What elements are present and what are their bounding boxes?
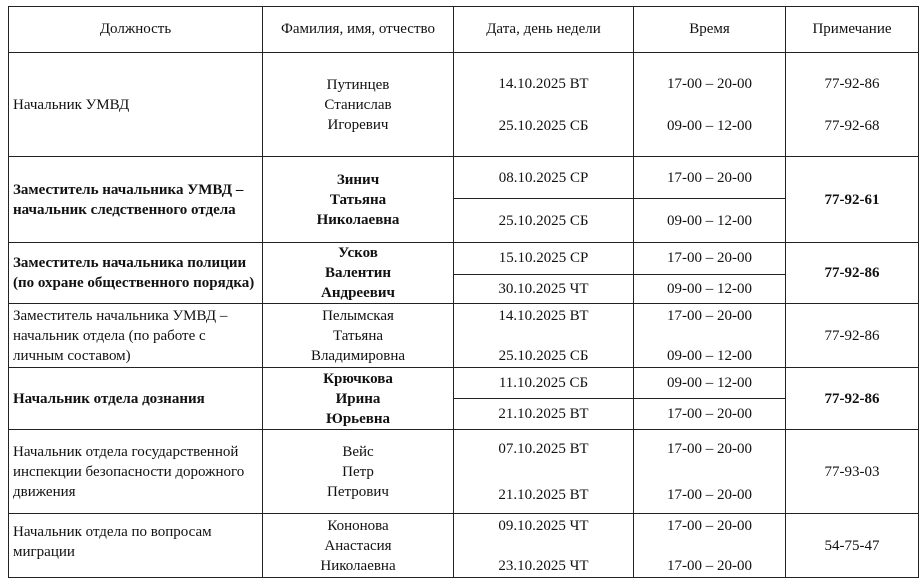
note-cell: 77-93-03: [786, 430, 919, 514]
name-cell: [263, 368, 454, 430]
surname: Зинич: [336, 171, 380, 188]
note-cell: 54-75-47: [786, 514, 919, 578]
table-row: [9, 304, 919, 368]
first-name: Татьяна: [332, 327, 384, 344]
time-1: 17-00 – 20-00: [667, 75, 752, 92]
time-cell: [634, 514, 786, 578]
time-cell: [634, 53, 786, 157]
patronymic: Николаевна: [320, 557, 396, 574]
surname: Крючкова: [323, 370, 393, 387]
reception-schedule-table: [8, 6, 919, 578]
time-cell: [634, 304, 786, 368]
date-cell: 30.10.2025 ЧТ: [454, 274, 634, 303]
note-cell: 77-92-86: [786, 304, 919, 368]
date-cell: 25.10.2025 СБ: [454, 199, 634, 243]
note-cell: [786, 53, 919, 157]
date-cell: 15.10.2025 СР: [454, 243, 634, 275]
surname: Вейс: [342, 443, 374, 460]
name-cell: [263, 53, 454, 157]
name-cell: [263, 157, 454, 243]
header-time: Время: [634, 7, 786, 53]
time-1: 17-00 – 20-00: [667, 440, 752, 457]
time-2: 17-00 – 20-00: [667, 557, 752, 574]
date-1: 14.10.2025 ВТ: [498, 307, 589, 324]
header-note: Примечание: [786, 7, 919, 53]
time-cell: 09-00 – 12-00: [634, 274, 786, 303]
patronymic: Николаевна: [316, 211, 400, 228]
time-cell: [634, 430, 786, 514]
surname: Путинцев: [326, 76, 390, 93]
time-2: 09-00 – 12-00: [667, 117, 752, 134]
position-cell: Начальник отдела государственной инспекции безопасности дорожного движения: [9, 430, 263, 514]
patronymic: Игоревич: [327, 116, 389, 133]
header-date: Дата, день недели: [454, 7, 634, 53]
time-cell: 17-00 – 20-00: [634, 243, 786, 275]
table-row: [9, 53, 919, 157]
time-2: 17-00 – 20-00: [667, 486, 752, 503]
patronymic: Петрович: [327, 483, 389, 500]
table-row: [9, 514, 919, 578]
header-position: Должность: [9, 7, 263, 53]
header-row: [9, 7, 919, 53]
time-cell: 17-00 – 20-00: [634, 157, 786, 199]
date-cell: [454, 304, 634, 368]
position-cell: Заместитель начальника УМВД – начальник отдела (по работе с личным составом): [9, 304, 263, 368]
position-cell: Начальник отдела по вопросам миграции: [9, 514, 263, 578]
patronymic: Владимировна: [310, 347, 406, 364]
date-cell: 11.10.2025 СБ: [454, 368, 634, 399]
first-name: Татьяна: [329, 191, 387, 208]
date-cell: [454, 430, 634, 514]
first-name: Станислав: [324, 96, 392, 113]
first-name: Петр: [342, 463, 374, 480]
table-row: [9, 430, 919, 514]
time-cell: 09-00 – 12-00: [634, 368, 786, 399]
table-row: [9, 157, 919, 199]
date-cell: 08.10.2025 СР: [454, 157, 634, 199]
date-cell: [454, 514, 634, 578]
date-2: 23.10.2025 ЧТ: [498, 557, 589, 574]
time-1: 17-00 – 20-00: [667, 517, 752, 534]
table-row: [9, 368, 919, 399]
first-name: Ирина: [335, 390, 381, 407]
surname: Кононова: [327, 517, 389, 534]
position-cell: Заместитель начальника УМВД – начальник следственного отдела: [9, 157, 263, 243]
header-name: Фамилия, имя, отчество: [263, 7, 454, 53]
table-row: [9, 243, 919, 275]
position-cell: Начальник УМВД: [9, 53, 263, 157]
name-cell: [263, 430, 454, 514]
note-cell: 77-92-61: [786, 157, 919, 243]
date-2: 25.10.2025 СБ: [498, 117, 589, 134]
surname: Пелымская: [322, 307, 394, 324]
date-1: 14.10.2025 ВТ: [498, 75, 589, 92]
note-cell: 77-92-86: [786, 368, 919, 430]
date-2: 21.10.2025 ВТ: [498, 486, 589, 503]
first-name: Анастасия: [324, 537, 392, 554]
note-cell: 77-92-86: [786, 243, 919, 304]
name-cell: [263, 514, 454, 578]
phone-2: 77-92-68: [824, 117, 880, 134]
patronymic: Андреевич: [321, 285, 395, 301]
phone-1: 77-92-86: [824, 75, 880, 92]
date-1: 07.10.2025 ВТ: [498, 440, 589, 457]
time-1: 17-00 – 20-00: [667, 307, 752, 324]
time-cell: 17-00 – 20-00: [634, 399, 786, 430]
time-2: 09-00 – 12-00: [667, 347, 752, 364]
first-name: Валентин: [324, 265, 391, 281]
position-cell: Заместитель начальника полиции (по охране общественного порядка): [9, 243, 263, 304]
surname: Усков: [338, 245, 378, 261]
date-cell: [454, 53, 634, 157]
name-cell: [263, 304, 454, 368]
patronymic: Юрьевна: [325, 410, 391, 427]
date-1: 09.10.2025 ЧТ: [498, 517, 589, 534]
name-cell: [263, 243, 454, 304]
date-2: 25.10.2025 СБ: [498, 347, 589, 364]
date-cell: 21.10.2025 ВТ: [454, 399, 634, 430]
time-cell: 09-00 – 12-00: [634, 199, 786, 243]
position-cell: Начальник отдела дознания: [9, 368, 263, 430]
